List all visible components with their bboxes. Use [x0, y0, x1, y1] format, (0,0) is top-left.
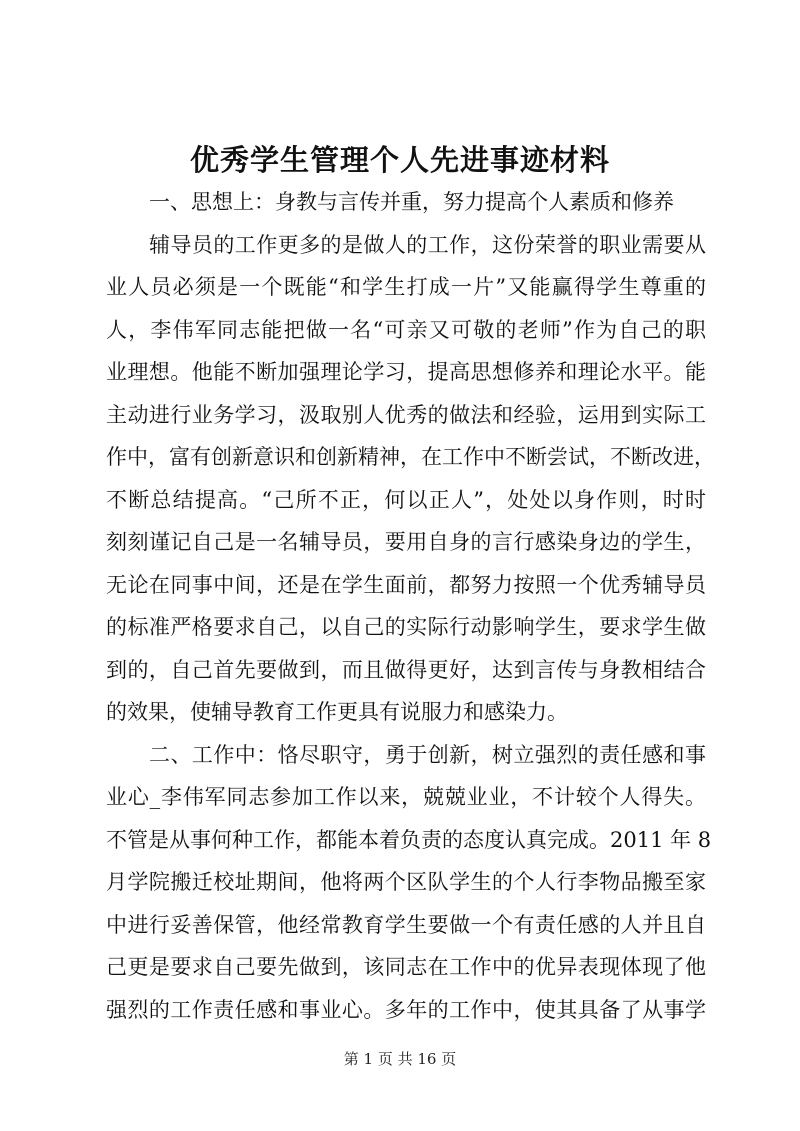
document-title: 优秀学生管理个人先进事迹材料 — [189, 143, 610, 177]
paragraph-line: 己更是要求自己要先做到，该同志在工作中的优异表现体现了他 — [106, 955, 706, 979]
paragraph-line: 的标准严格要求自己，以自己的实际行动影响学生，要求学生做 — [106, 615, 706, 639]
paragraph-line: 不断总结提高。“己所不正，何以正人”，处处以身作则，时时 — [106, 487, 706, 512]
paragraph-line: 辅导员的工作更多的是做人的工作，这份荣誉的职业需要从 — [149, 232, 706, 257]
paragraph-line: 月学院搬迁校址期间，他将两个区队学生的个人行李物品搬至家 — [106, 870, 706, 894]
paragraph-line: 业理想。他能不断加强理论学习，提高思想修养和理论水平。能 — [106, 360, 706, 384]
paragraph-line: 不管是从事何种工作，都能本着负责的态度认真完成。2011 年 8 — [106, 827, 712, 852]
paragraph-line: 人，李伟军同志能把做一名“可亲又可敬的老师”作为自己的职 — [106, 317, 706, 342]
paragraph-line: 主动进行业务学习，汲取别人优秀的做法和经验，运用到实际工 — [106, 402, 706, 427]
paragraph-line: 到的，自己首先要做到，而且做得更好，达到言传与身教相结合 — [106, 657, 706, 682]
paragraph-line: 业心_李伟军同志参加工作以来，兢兢业业，不计较个人得失。 — [106, 785, 706, 809]
paragraph-line: 业人员必须是一个既能“和学生打成一片”又能赢得学生尊重的 — [106, 275, 706, 299]
paragraph-line: 刻刻谨记自己是一名辅导员，要用自身的言行感染身边的学生， — [106, 530, 706, 554]
section-heading-1: 一、思想上：身教与言传并重，努力提高个人素质和修养 — [149, 190, 674, 214]
paragraph-line: 强烈的工作责任感和事业心。多年的工作中，使其具备了从事学 — [106, 997, 706, 1022]
section-heading-2: 二、工作中：恪尽职守，勇于创新，树立强烈的责任感和事 — [149, 742, 706, 767]
page-number-footer: 第 1 页 共 16 页 — [343, 1050, 457, 1068]
paragraph-line: 无论在同事中间，还是在学生面前，都努力按照一个优秀辅导员 — [106, 572, 706, 597]
document-body — [106, 181, 715, 1031]
paragraph-line: 的效果，使辅导教育工作更具有说服力和感染力。 — [106, 700, 568, 724]
paragraph-line: 作中，富有创新意识和创新精神，在工作中不断尝试，不断改进， — [106, 445, 715, 469]
paragraph-line: 中进行妥善保管，他经常教育学生要做一个有责任感的人并且自 — [106, 912, 706, 937]
